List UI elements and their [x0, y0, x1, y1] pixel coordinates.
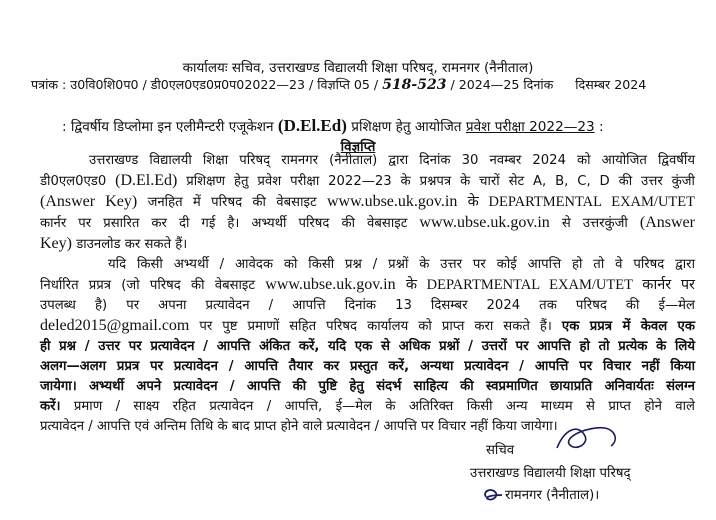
para2-line: उपलब्ध है) पर अपना प्रत्यावेदन / आपत्ति दिनांक 13 दिसम्बर 2024 तक परिषद की ई—मेल: [40, 298, 695, 313]
signatory-organisation: उत्तराखण्ड विद्यालयी शिक्षा परिषद्: [470, 466, 631, 481]
signatory-place: रामनगर (नैनीताल)।: [505, 488, 600, 503]
text-span: कार्नर पर प्रसारित कर दी गई है। अभ्यर्थी परिषद की वेबसाइट: [40, 216, 408, 231]
text-span: के DEPARTMENTAL EXAM/UTET कार्नर पर: [405, 277, 695, 293]
answer-key-term: (Answer: [639, 214, 695, 231]
bold-instruction: करें।: [40, 399, 61, 414]
para2-line: ही प्रश्न / उत्तर पर प्रत्यावेदन / आपत्ति अंकित करें, यदि एक से अधिक प्रश्नों / उत्तरों पर आपत्ति हो तो प्रत्येक के लिये: [40, 339, 695, 354]
subject-line: [62, 116, 604, 136]
para1-line: [40, 171, 695, 192]
para2-line: [40, 275, 695, 296]
reference-line: [31, 76, 646, 93]
reference-number: पत्रांक : उ0वि0शि0प0 / डी0एल0एड0प्र0प02022—23 / विज्ञप्ति 05 /: [31, 77, 379, 92]
notice-title: विज्ञप्ति: [340, 140, 376, 155]
initial-mark: [478, 483, 506, 507]
text-span: डी0एल0एड0: [40, 174, 107, 189]
text-span: से उत्तरकुंजी: [561, 216, 628, 231]
para1-line: उत्तराखण्ड विद्यालयी शिक्षा परिषद् रामनगर (नैनीताल) द्वारा दिनांक 30 नवम्बर 2024 को आयोजित द्विवर्षीय: [89, 153, 695, 168]
text-span: प्रमाण / साक्ष्य रहित प्रत्यावेदन / आपत्ति, ई—मेल के अतिरिक्त किसी अन्य माध्यम से प्राप्त होने वाले: [73, 399, 695, 414]
para2-line: प्रत्यावेदन / आपत्ति एवं अन्तिम तिथि के बाद प्राप्त होने वाले प्रत्यावेदन / आपत्ति पर विचार नहीं किया जायेगा।: [40, 419, 558, 434]
paragraph-objections: [40, 255, 695, 437]
para2-line: जायेगा। अभ्यर्थी अपने प्रत्यावेदन / आपत्ति की पुष्टि हेतु संदर्भ साहित्य की स्वप्रमाणित छायाप्रति अनिवार्यतः संलग्न: [40, 379, 695, 394]
para1-line: [40, 192, 695, 213]
subject-middle: प्रशिक्षण हेतु आयोजित: [351, 119, 462, 135]
subject-suffix: :: [598, 119, 604, 135]
course-code: (D.El.Ed): [277, 116, 347, 135]
para1-line: [40, 234, 695, 255]
text-span: जनहित में परिषद की वेबसाइट: [147, 195, 317, 210]
website-link[interactable]: www.ubse.uk.gov.in: [326, 193, 458, 210]
text-span: निर्धारित प्रप्रत्र (जो परिषद की वेबसाइट: [40, 278, 256, 293]
reference-year: / 2024—25 दिनांक: [450, 77, 554, 92]
email-link[interactable]: deled2015@gmail.com: [40, 317, 190, 334]
answer-key-term: (Answer Key): [40, 193, 138, 210]
course-code: (D.El.Ed): [115, 172, 178, 189]
para2-line: [40, 397, 695, 417]
handwritten-dispatch-number: 518-523: [382, 77, 447, 93]
para1-line: [40, 213, 695, 234]
signature-scribble: [545, 418, 635, 458]
para2-line: यदि किसी अभ्यर्थी / आवेदक को किसी प्रश्न / प्रश्नों के उत्तर पर कोई आपत्ति हो तो वे परिषद द्वारा: [108, 257, 695, 272]
office-heading: कार्यालयः सचिव, उत्तराखण्ड विद्यालयी शिक्षा परिषद्, रामनगर (नैनीताल): [182, 60, 534, 76]
website-link[interactable]: www.ubse.uk.gov.in: [419, 214, 550, 231]
subject-prefix: : द्विवर्षीय डिप्लोमा इन एलीमैन्टरी एजूकेशन: [62, 119, 274, 135]
text-span: के DEPARTMENTAL EXAM/UTET: [467, 194, 695, 210]
bold-instruction: एक प्रप्रत्र में केवल एक: [561, 319, 695, 334]
text-span: प्रशिक्षण हेतु प्रवेश परीक्षा 2022—23 के प्रश्नपत्र के चारों सेट A, B, C, D की उत्तर कुंजी: [186, 174, 695, 189]
para2-line: [40, 316, 695, 337]
answer-key-term: Key): [40, 235, 72, 252]
text-span: डाउनलोड कर सकते हैं।: [76, 237, 188, 252]
paragraph-answer-key: [40, 151, 695, 255]
exam-name: प्रवेश परीक्षा 2022—23: [465, 119, 595, 135]
para2-line: अलग—अलग प्रप्रत्र पर प्रत्यावेदन / आपत्ति तैयार कर प्रस्तुत करें, अन्यथा प्रत्यावेदन / आपत्ति पर विचार नहीं किया: [40, 359, 695, 374]
reference-date: दिसम्बर 2024: [575, 77, 647, 92]
text-span: पर पुष्ट प्रमाणों सहित परिषद कार्यालय को प्राप्त करा सकते हैं।: [199, 319, 552, 334]
website-link[interactable]: www.ubse.uk.gov.in: [265, 276, 396, 293]
signatory-title: सचिव: [486, 443, 515, 458]
